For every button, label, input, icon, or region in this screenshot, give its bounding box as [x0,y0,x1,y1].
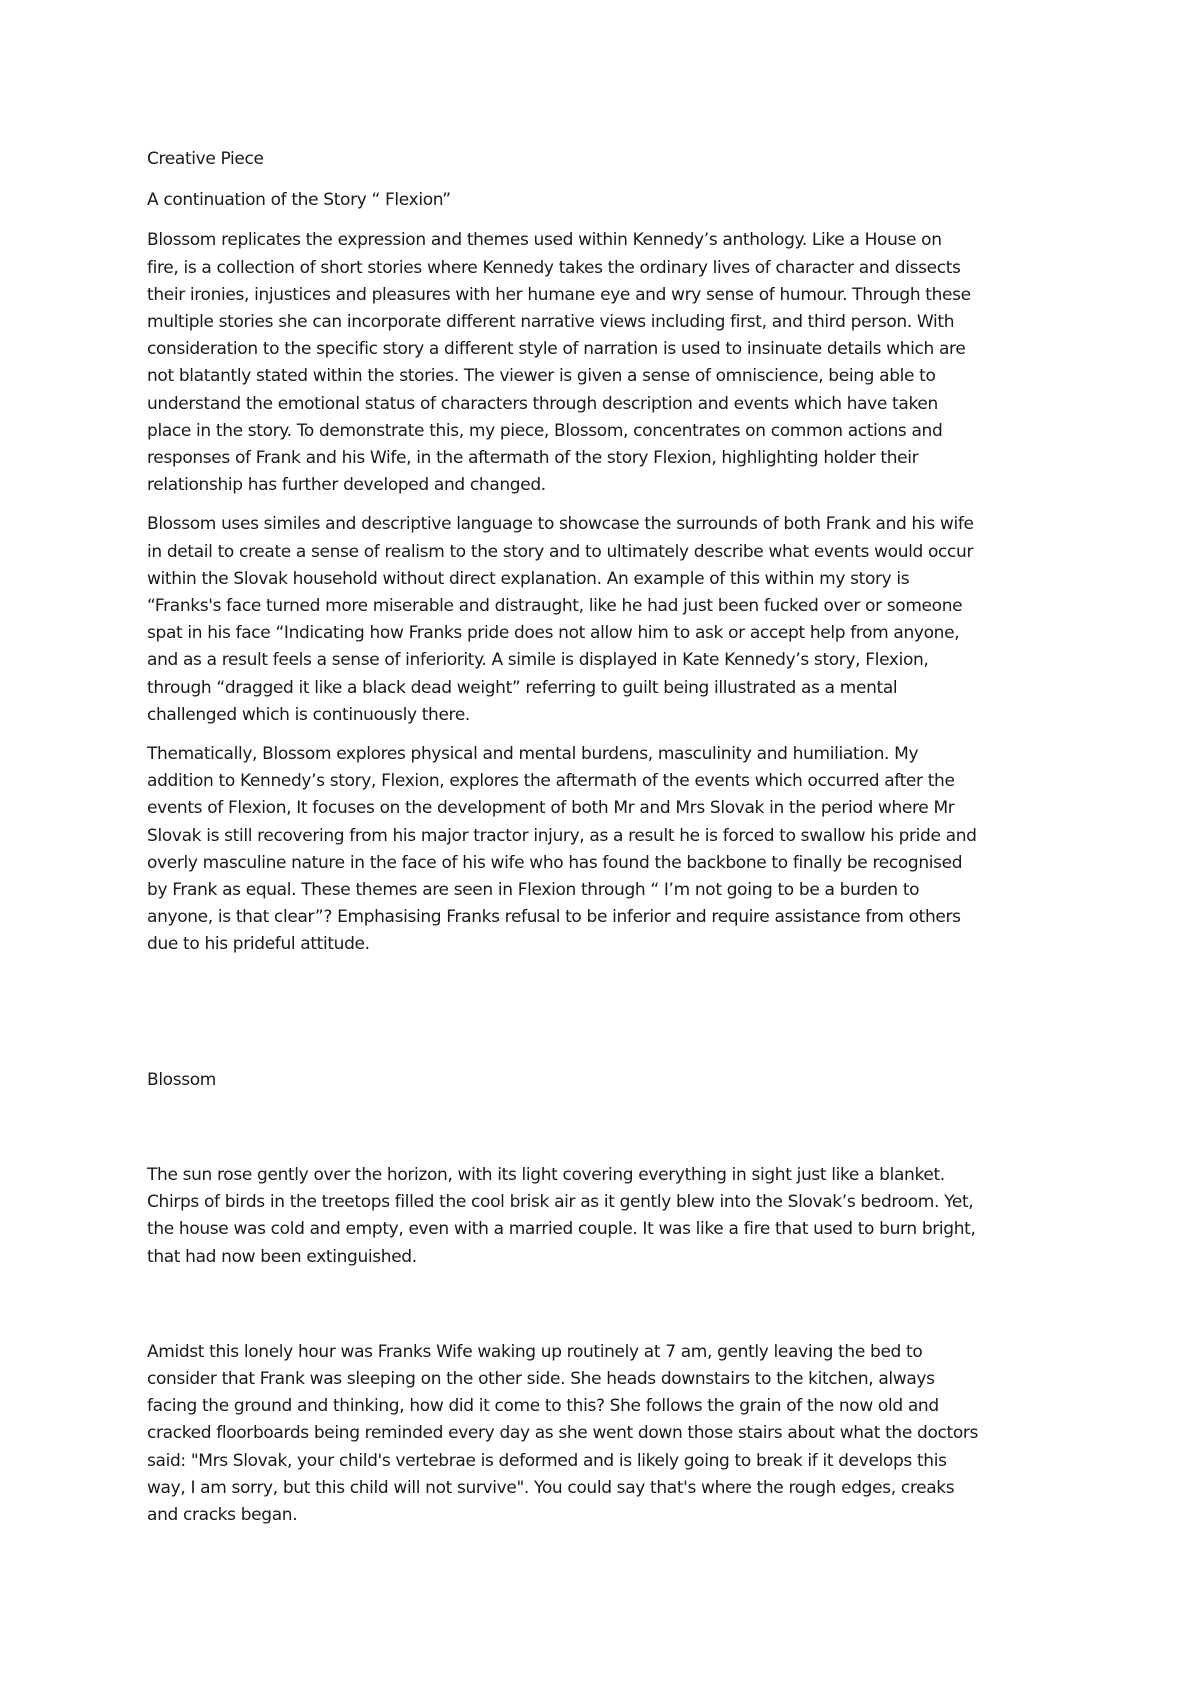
section-spacer [147,971,1067,1067]
text-line: consideration to the specific story a different style of narration is used to insinuate details which are [147,339,966,360]
text-line: by Frank as equal. These themes are seen in Flexion through “ I’m not going to be a burden to [147,880,920,901]
text-line: multiple stories she can incorporate different narrative views including first, and third person. With [147,312,955,333]
text-line: Thematically, Blossom explores physical and mental burdens, masculinity and humiliation. My [147,744,919,765]
text-line: Chirps of birds in the treetops filled the cool brisk air as it gently blew into the Slovak’s bedroom. Yet, [147,1192,974,1213]
document-page [147,146,1067,1541]
text-line: understand the emotional status of characters through description and events which have taken [147,393,938,414]
text-line: responses of Frank and his Wife, in the aftermath of the story Flexion, highlighting holder their [147,448,919,469]
text-line: not blatantly stated within the stories. The viewer is given a sense of omniscience, being able to [147,366,936,387]
text-line: Slovak is still recovering from his major tractor injury, as a result he is forced to swallow his pride and [147,825,977,846]
document-subheading: A continuation of the Story “ Flexion” [147,190,451,211]
text-line: cracked floorboards being reminded every day as she went down those stairs about what the doctors [147,1423,979,1444]
document-heading: Creative Piece [147,149,264,169]
text-line: addition to Kennedy’s story, Flexion, explores the aftermath of the events which occurred after the [147,771,955,792]
essay-paragraph [147,227,1067,499]
text-line: that had now been extinguished. [147,1246,417,1267]
text-line: relationship has further developed and changed. [147,475,546,496]
story-paragraph [147,1339,1067,1529]
text-line: in detail to create a sense of realism to the story and to ultimately describe what events would occur [147,541,974,562]
story-paragraph [147,1162,1067,1271]
paragraph-spacer [147,1283,1067,1339]
text-line: challenged which is continuously there. [147,704,470,725]
text-line: their ironies, injustices and pleasures with her humane eye and wry sense of humour. Through these [147,284,971,305]
text-line: place in the story. To demonstrate this, my piece, Blossom, concentrates on common actions and [147,420,943,441]
text-line: way, I am sorry, but this child will not survive". You could say that's where the rough edges, creaks [147,1477,955,1498]
text-line: overly masculine nature in the face of his wife who has found the backbone to finally be recognised [147,852,963,873]
essay-section [147,227,1067,958]
text-line: “Franks's face turned more miserable and distraught, like he had just been fucked over or someone [147,596,963,617]
text-line: Blossom uses similes and descriptive language to showcase the surrounds of both Frank and his wife [147,514,974,535]
essay-paragraph [147,511,1067,729]
text-line: facing the ground and thinking, how did it come to this? She follows the grain of the now old and [147,1396,939,1417]
text-line: events of Flexion, It focuses on the development of both Mr and Mrs Slovak in the period where Mr [147,798,955,819]
text-line: fire, is a collection of short stories where Kennedy takes the ordinary lives of character and dissects [147,257,961,278]
story-section [147,1162,1067,1529]
text-line: within the Slovak household without direct explanation. An example of this within my story is [147,568,910,589]
title-spacer [147,1094,1067,1162]
essay-paragraph [147,741,1067,959]
text-line: spat in his face “Indicating how Franks pride does not allow him to ask or accept help from anyone, [147,623,960,644]
story-title: Blossom [147,1069,217,1090]
text-line: and as a result feels a sense of inferiority. A simile is displayed in Kate Kennedy’s story, Flexion, [147,650,929,671]
text-line: anyone, is that clear”? Emphasising Franks refusal to be inferior and require assistance from others [147,907,961,928]
text-line: and cracks began. [147,1504,298,1525]
text-line: Blossom replicates the expression and themes used within Kennedy’s anthology. Like a House on [147,230,942,251]
text-line: said: "Mrs Slovak, your child's vertebrae is deformed and is likely going to break if it develops this [147,1450,947,1471]
text-line: due to his prideful attitude. [147,934,370,955]
text-line: The sun rose gently over the horizon, with its light covering everything in sight just like a blanket. [147,1164,945,1185]
text-line: the house was cold and empty, even with a married couple. It was like a fire that used to burn bright, [147,1219,976,1240]
text-line: Amidst this lonely hour was Franks Wife waking up routinely at 7 am, gently leaving the bed to [147,1341,923,1362]
text-line: consider that Frank was sleeping on the other side. She heads downstairs to the kitchen, always [147,1368,935,1389]
text-line: through “dragged it like a black dead weight” referring to guilt being illustrated as a mental [147,677,898,698]
